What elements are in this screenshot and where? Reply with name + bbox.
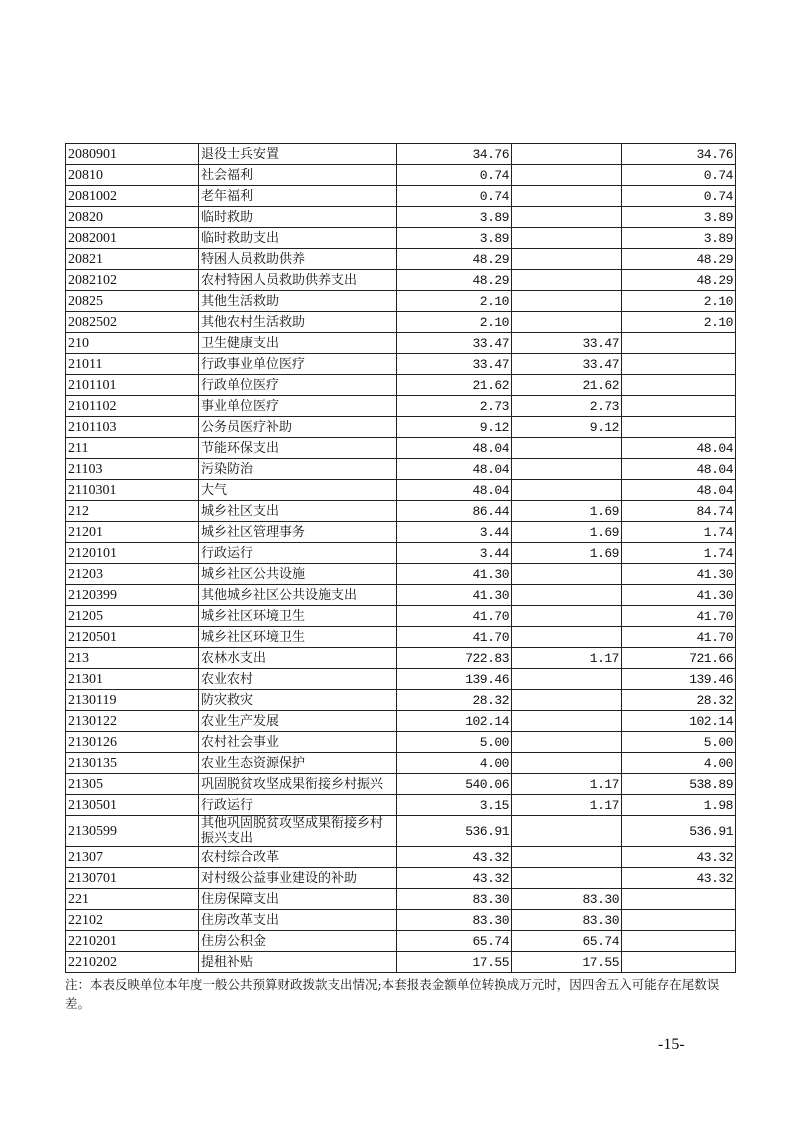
cell-name: 巩固脱贫攻坚成果衔接乡村振兴: [199, 774, 397, 795]
cell-code: 21011: [66, 354, 199, 375]
table-row: [66, 606, 736, 627]
cell-name: 农村社会事业: [199, 732, 397, 753]
cell-code: 2081002: [66, 186, 199, 207]
cell-project: 2.10: [622, 291, 736, 312]
cell-basic: 1.69: [512, 522, 622, 543]
cell-code: 212: [66, 501, 199, 522]
cell-total: 48.04: [397, 438, 512, 459]
cell-total: 48.04: [397, 480, 512, 501]
table-row: [66, 732, 736, 753]
cell-project: 41.70: [622, 627, 736, 648]
cell-project: 2.10: [622, 312, 736, 333]
cell-name: 卫生健康支出: [199, 333, 397, 354]
cell-code: 2120501: [66, 627, 199, 648]
cell-code: 221: [66, 889, 199, 910]
cell-name: 防灾救灾: [199, 690, 397, 711]
cell-total: 83.30: [397, 910, 512, 931]
cell-name: 农业生态资源保护: [199, 753, 397, 774]
cell-project: 4.00: [622, 753, 736, 774]
table-row: [66, 543, 736, 564]
cell-project: [622, 889, 736, 910]
cell-basic: [512, 669, 622, 690]
cell-basic: [512, 585, 622, 606]
cell-code: 21203: [66, 564, 199, 585]
table-row: [66, 165, 736, 186]
cell-total: 28.32: [397, 690, 512, 711]
table-row: [66, 522, 736, 543]
cell-code: 2120101: [66, 543, 199, 564]
cell-project: 41.30: [622, 585, 736, 606]
cell-name: 城乡社区支出: [199, 501, 397, 522]
cell-total: 33.47: [397, 333, 512, 354]
table-row: [66, 952, 736, 973]
cell-total: 2.10: [397, 312, 512, 333]
cell-code: 2130119: [66, 690, 199, 711]
cell-basic: [512, 459, 622, 480]
cell-total: 41.30: [397, 585, 512, 606]
cell-basic: [512, 165, 622, 186]
cell-code: 2130126: [66, 732, 199, 753]
cell-project: 48.04: [622, 480, 736, 501]
cell-code: 2130501: [66, 795, 199, 816]
table-row: [66, 910, 736, 931]
cell-total: 48.29: [397, 249, 512, 270]
table-row: [66, 354, 736, 375]
cell-total: 86.44: [397, 501, 512, 522]
cell-basic: 9.12: [512, 417, 622, 438]
cell-total: 2.10: [397, 291, 512, 312]
table-row: [66, 270, 736, 291]
table-row: [66, 816, 736, 847]
cell-basic: 1.17: [512, 648, 622, 669]
cell-project: [622, 417, 736, 438]
cell-project: 538.89: [622, 774, 736, 795]
cell-total: 722.83: [397, 648, 512, 669]
table-row: [66, 847, 736, 868]
cell-total: 0.74: [397, 165, 512, 186]
cell-project: 28.32: [622, 690, 736, 711]
table-row: [66, 774, 736, 795]
table-row: [66, 931, 736, 952]
cell-basic: [512, 207, 622, 228]
cell-code: 2101101: [66, 375, 199, 396]
cell-project: 139.46: [622, 669, 736, 690]
table-row: [66, 144, 736, 165]
cell-name: 退役士兵安置: [199, 144, 397, 165]
table-row: [66, 312, 736, 333]
cell-name: 农业农村: [199, 669, 397, 690]
cell-code: 213: [66, 648, 199, 669]
cell-name: 行政运行: [199, 795, 397, 816]
cell-project: 3.89: [622, 207, 736, 228]
cell-total: 34.76: [397, 144, 512, 165]
table-row: [66, 690, 736, 711]
cell-project: 1.74: [622, 543, 736, 564]
cell-total: 3.89: [397, 228, 512, 249]
cell-project: [622, 396, 736, 417]
cell-name: 对村级公益事业建设的补助: [199, 868, 397, 889]
table-row: [66, 480, 736, 501]
cell-name: 临时救助支出: [199, 228, 397, 249]
cell-project: [622, 931, 736, 952]
cell-total: 2.73: [397, 396, 512, 417]
table-row: [66, 501, 736, 522]
cell-basic: [512, 606, 622, 627]
cell-name: 其他巩固脱贫攻坚成果衔接乡村振兴支出: [199, 816, 397, 847]
cell-name: 住房公积金: [199, 931, 397, 952]
cell-name: 住房改革支出: [199, 910, 397, 931]
cell-basic: [512, 312, 622, 333]
cell-basic: 1.69: [512, 543, 622, 564]
cell-basic: 33.47: [512, 354, 622, 375]
cell-code: 20810: [66, 165, 199, 186]
table-row: [66, 585, 736, 606]
cell-name: 行政单位医疗: [199, 375, 397, 396]
cell-project: 48.04: [622, 438, 736, 459]
cell-name: 行政事业单位医疗: [199, 354, 397, 375]
cell-project: 48.29: [622, 249, 736, 270]
cell-basic: [512, 186, 622, 207]
table-row: [66, 889, 736, 910]
cell-name: 城乡社区环境卫生: [199, 606, 397, 627]
cell-total: 43.32: [397, 868, 512, 889]
table-row: [66, 627, 736, 648]
cell-total: 9.12: [397, 417, 512, 438]
cell-total: 3.15: [397, 795, 512, 816]
table-row: [66, 186, 736, 207]
cell-project: 41.30: [622, 564, 736, 585]
table-row: [66, 564, 736, 585]
cell-project: [622, 354, 736, 375]
cell-code: 22102: [66, 910, 199, 931]
cell-basic: 1.17: [512, 774, 622, 795]
page-content: [65, 143, 737, 1055]
cell-name: 其他城乡社区公共设施支出: [199, 585, 397, 606]
cell-name: 特困人员救助供养: [199, 249, 397, 270]
cell-code: 2110301: [66, 480, 199, 501]
cell-basic: [512, 847, 622, 868]
cell-basic: [512, 480, 622, 501]
cell-code: 21201: [66, 522, 199, 543]
cell-total: 3.44: [397, 543, 512, 564]
cell-name: 住房保障支出: [199, 889, 397, 910]
table-row: [66, 375, 736, 396]
cell-code: 21103: [66, 459, 199, 480]
cell-project: [622, 952, 736, 973]
cell-project: 43.32: [622, 868, 736, 889]
cell-project: 41.70: [622, 606, 736, 627]
cell-total: 3.44: [397, 522, 512, 543]
cell-project: 5.00: [622, 732, 736, 753]
cell-total: 4.00: [397, 753, 512, 774]
cell-basic: 2.73: [512, 396, 622, 417]
cell-total: 41.30: [397, 564, 512, 585]
cell-basic: [512, 564, 622, 585]
cell-code: 20820: [66, 207, 199, 228]
cell-name: 事业单位医疗: [199, 396, 397, 417]
cell-name: 其他农村生活救助: [199, 312, 397, 333]
cell-name: 临时救助: [199, 207, 397, 228]
cell-total: 3.89: [397, 207, 512, 228]
table-row: [66, 711, 736, 732]
cell-code: 2101102: [66, 396, 199, 417]
cell-project: 102.14: [622, 711, 736, 732]
cell-total: 65.74: [397, 931, 512, 952]
cell-code: 2130599: [66, 816, 199, 847]
page-number: -15-: [658, 1036, 685, 1053]
cell-basic: [512, 291, 622, 312]
cell-basic: [512, 690, 622, 711]
cell-basic: [512, 270, 622, 291]
cell-name: 污染防治: [199, 459, 397, 480]
table-row: [66, 868, 736, 889]
cell-name: 农林水支出: [199, 648, 397, 669]
cell-name: 农村综合改革: [199, 847, 397, 868]
cell-name: 城乡社区管理事务: [199, 522, 397, 543]
table-row: [66, 291, 736, 312]
cell-name: 大气: [199, 480, 397, 501]
cell-project: [622, 910, 736, 931]
cell-project: 43.32: [622, 847, 736, 868]
cell-project: 48.29: [622, 270, 736, 291]
cell-project: 3.89: [622, 228, 736, 249]
table-row: [66, 459, 736, 480]
cell-total: 41.70: [397, 606, 512, 627]
cell-total: 43.32: [397, 847, 512, 868]
table-row: [66, 648, 736, 669]
cell-project: 536.91: [622, 816, 736, 847]
cell-basic: [512, 249, 622, 270]
table-row: [66, 228, 736, 249]
cell-code: 2082001: [66, 228, 199, 249]
cell-name: 老年福利: [199, 186, 397, 207]
cell-name: 城乡社区环境卫生: [199, 627, 397, 648]
cell-basic: [512, 438, 622, 459]
table-row: [66, 669, 736, 690]
cell-project: 48.04: [622, 459, 736, 480]
cell-code: 2120399: [66, 585, 199, 606]
cell-name: 城乡社区公共设施: [199, 564, 397, 585]
cell-code: 2080901: [66, 144, 199, 165]
cell-name: 行政运行: [199, 543, 397, 564]
cell-basic: [512, 868, 622, 889]
cell-total: 48.29: [397, 270, 512, 291]
cell-basic: 33.47: [512, 333, 622, 354]
cell-project: 0.74: [622, 165, 736, 186]
expenditure-table: [65, 143, 736, 973]
table-row: [66, 795, 736, 816]
table-row: [66, 207, 736, 228]
cell-project: 84.74: [622, 501, 736, 522]
cell-total: 0.74: [397, 186, 512, 207]
cell-total: 102.14: [397, 711, 512, 732]
cell-name: 农业生产发展: [199, 711, 397, 732]
cell-code: 2082102: [66, 270, 199, 291]
cell-basic: 65.74: [512, 931, 622, 952]
cell-project: 721.66: [622, 648, 736, 669]
cell-project: [622, 333, 736, 354]
cell-basic: [512, 753, 622, 774]
cell-code: 2082502: [66, 312, 199, 333]
table-row: [66, 438, 736, 459]
cell-total: 48.04: [397, 459, 512, 480]
cell-name: 农村特困人员救助供养支出: [199, 270, 397, 291]
cell-code: 2130135: [66, 753, 199, 774]
cell-name: 节能环保支出: [199, 438, 397, 459]
cell-project: [622, 375, 736, 396]
cell-total: 41.70: [397, 627, 512, 648]
cell-basic: 21.62: [512, 375, 622, 396]
cell-total: 17.55: [397, 952, 512, 973]
cell-basic: [512, 144, 622, 165]
cell-basic: 83.30: [512, 889, 622, 910]
table-row: [66, 249, 736, 270]
cell-total: 83.30: [397, 889, 512, 910]
cell-name: 社会福利: [199, 165, 397, 186]
cell-code: 2210201: [66, 931, 199, 952]
cell-code: 2130122: [66, 711, 199, 732]
cell-name: 其他生活救助: [199, 291, 397, 312]
cell-basic: 83.30: [512, 910, 622, 931]
cell-code: 20825: [66, 291, 199, 312]
cell-basic: [512, 732, 622, 753]
table-row: [66, 396, 736, 417]
cell-code: 21301: [66, 669, 199, 690]
cell-code: 21305: [66, 774, 199, 795]
cell-basic: 1.17: [512, 795, 622, 816]
cell-total: 540.06: [397, 774, 512, 795]
cell-code: 2130701: [66, 868, 199, 889]
cell-total: 21.62: [397, 375, 512, 396]
cell-project: 34.76: [622, 144, 736, 165]
table-row: [66, 753, 736, 774]
cell-total: 139.46: [397, 669, 512, 690]
cell-name: 公务员医疗补助: [199, 417, 397, 438]
cell-project: 1.98: [622, 795, 736, 816]
cell-name: 提租补贴: [199, 952, 397, 973]
cell-project: 1.74: [622, 522, 736, 543]
table-row: [66, 333, 736, 354]
cell-code: 21307: [66, 847, 199, 868]
cell-code: 2210202: [66, 952, 199, 973]
cell-project: 0.74: [622, 186, 736, 207]
cell-code: 211: [66, 438, 199, 459]
cell-total: 33.47: [397, 354, 512, 375]
cell-total: 536.91: [397, 816, 512, 847]
cell-basic: 17.55: [512, 952, 622, 973]
cell-code: 210: [66, 333, 199, 354]
cell-basic: [512, 627, 622, 648]
table-note: 注：本表反映单位本年度一般公共预算财政拨款支出情况;本套报表金额单位转换成万元时，因四舍五入可能存在尾数误差。: [65, 977, 720, 1011]
cell-code: 20821: [66, 249, 199, 270]
cell-basic: [512, 711, 622, 732]
cell-total: 5.00: [397, 732, 512, 753]
cell-basic: [512, 228, 622, 249]
cell-code: 21205: [66, 606, 199, 627]
cell-code: 2101103: [66, 417, 199, 438]
cell-basic: 1.69: [512, 501, 622, 522]
cell-basic: [512, 816, 622, 847]
table-row: [66, 417, 736, 438]
